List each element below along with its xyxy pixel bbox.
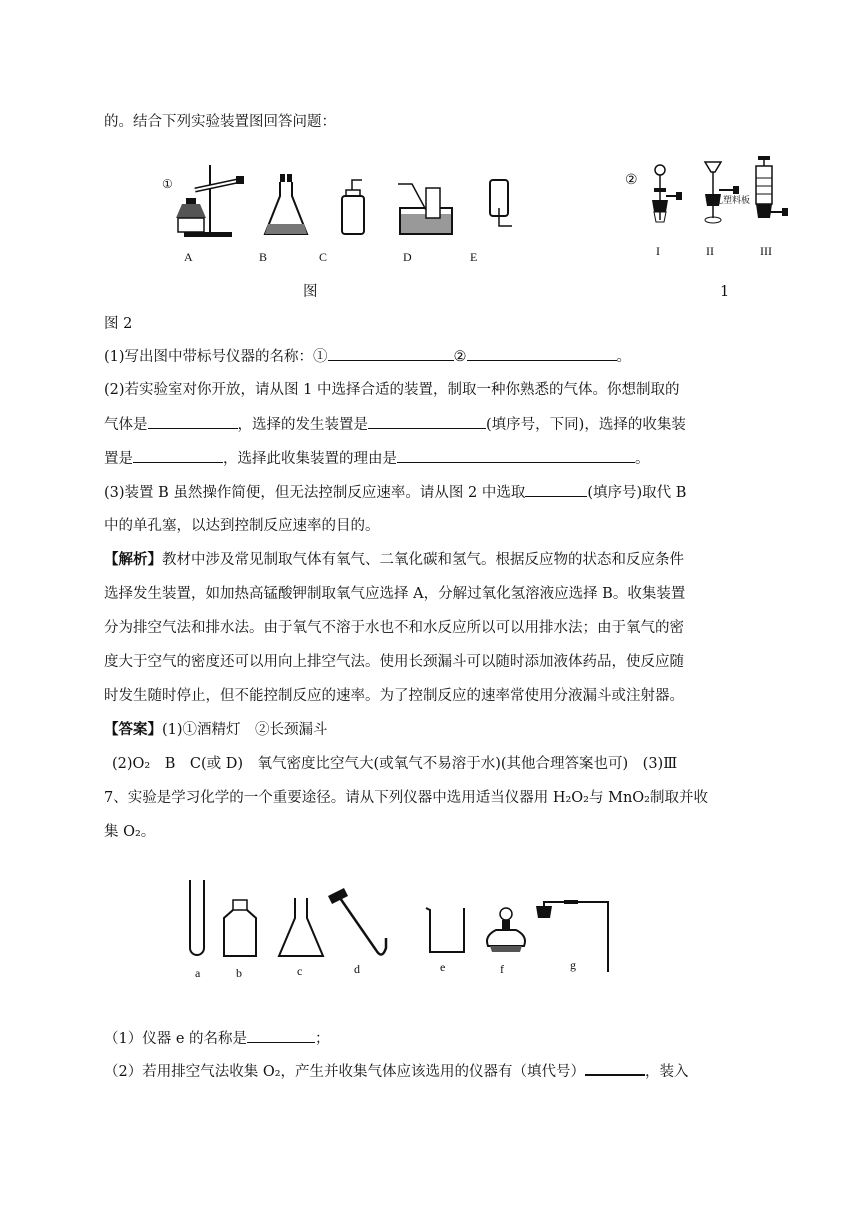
answer-tag: 【答案】 (104, 721, 162, 738)
gas-bottle (220, 898, 260, 960)
q7-part-2 (104, 1060, 689, 1082)
label-c: C (319, 250, 328, 264)
answer-line-2: (2)O₂ B C(或 D) 氧气密度比空气大(或氧气不易溶于水)(其他合理答案也可) (3)Ⅲ (112, 756, 678, 772)
q2-line3-b: ，选择此收集装置的理由是 (223, 451, 397, 467)
q3-line1-b: (填序号)取代 B (587, 485, 687, 501)
label-ii: II (706, 244, 714, 258)
q7-line-2: 集 O₂。 (104, 824, 156, 840)
test-tube (186, 880, 208, 960)
question-1 (104, 346, 631, 367)
apparatus-iii (752, 156, 792, 238)
q7-1-end: ； (315, 1031, 330, 1047)
label-i: I (656, 244, 660, 258)
label-iii: III (760, 244, 772, 258)
apparatus-a (160, 160, 250, 240)
analysis-tag: 【解析】 (104, 551, 162, 568)
q3-line1-a: (3)装置 B 虽然操作简便，但无法控制反应速率。请从图 2 中选取 (104, 485, 526, 501)
apparatus-e (486, 178, 516, 232)
q1-blank-1[interactable] (328, 346, 454, 361)
q2-line-1: (2)若实验室对你开放，请从图 1 中选择合适的装置，制取一种你熟悉的气体。你想制取的 (104, 382, 680, 398)
q2-collector-blank[interactable] (133, 448, 223, 463)
q2-line2-a: 气体是 (104, 417, 148, 433)
label-d: D (403, 250, 412, 264)
apparatus-c (338, 178, 368, 236)
marker-1: ① (162, 177, 173, 191)
figure-1-caption-right: 1 (720, 284, 730, 300)
q2-line3-c: 。 (635, 451, 650, 467)
analysis-line-3: 分为排空气法和排水法。由于氧气不溶于水也不和水反应所以可以用排水法；由于氧气的密 (104, 620, 684, 636)
q2-generator-blank[interactable] (368, 414, 486, 429)
q1-mid: ② (453, 349, 467, 365)
label-a: A (184, 250, 193, 264)
figure-2-caption: 图 2 (104, 316, 133, 332)
q1-blank-2[interactable] (467, 346, 617, 361)
apparatus-d (396, 180, 456, 236)
analysis-line-2: 选择发生装置，如加热高锰酸钾制取氧气应选择 A，分解过氧化氢溶液应选择 B。收集装置 (104, 586, 686, 602)
marker-2: ② (625, 173, 638, 188)
beaker (424, 906, 468, 956)
analysis-line-5: 时发生随时停止，但不能控制反应的速率。为了控制反应的速率常使用分液漏斗或注射器。 (104, 688, 684, 704)
q3-line-1 (104, 482, 686, 503)
alcohol-lamp (482, 906, 530, 958)
q2-line-2 (104, 414, 686, 435)
label-instrument-e: e (440, 960, 446, 974)
conical-flask (276, 896, 326, 960)
q1-end: 。 (616, 349, 632, 365)
q7-2-end: ，装入 (645, 1064, 689, 1080)
label-instrument-d: d (354, 962, 360, 976)
analysis-text-1: 教材中涉及常见制取气体有氧气、二氧化碳和氢气。根据反应物的状态和反应条件 (162, 552, 684, 568)
q7-part-1 (104, 1028, 330, 1049)
q2-line3-a: 置是 (104, 451, 133, 467)
q3-line-2: 中的单孔塞，以达到控制反应速率的目的。 (104, 518, 380, 534)
stopper-tube (322, 886, 392, 966)
q3-blank[interactable] (525, 482, 587, 497)
analysis-line-1 (104, 550, 684, 570)
intro-text: 的。结合下列实验装置图回答问题： (104, 114, 336, 130)
answer-text-1: (1)①酒精灯 ②长颈漏斗 (162, 722, 328, 738)
label-instrument-a: a (195, 966, 201, 980)
q2-gas-blank[interactable] (148, 414, 238, 429)
figure-1-caption-left: 图 (303, 284, 318, 300)
q1-prefix: (1)写出图中带标号仪器的名称：① (104, 349, 328, 365)
analysis-line-4: 度大于空气的密度还可以用向上排空气法。使用长颈漏斗可以随时添加液体药品，使反应随 (104, 654, 684, 670)
q2-line2-c: (填序号，下同)，选择的收集装 (486, 417, 686, 433)
label-instrument-b: b (236, 966, 242, 980)
label-instrument-f: f (500, 962, 504, 976)
label-instrument-g: g (570, 958, 576, 972)
q7-2-text: （2）若用排空气法收集 O₂，产生并收集气体应该选用的仪器有（填代号） (104, 1064, 586, 1080)
q7-1-text: （1）仪器 e 的名称是 (104, 1031, 248, 1047)
label-instrument-c: c (297, 964, 303, 978)
label-e: E (470, 250, 478, 264)
q7-1-blank[interactable] (247, 1028, 315, 1043)
label-b: B (259, 250, 268, 264)
q7-2-blank[interactable] (585, 1060, 645, 1076)
apparatus-i (642, 162, 686, 238)
apparatus-b (262, 172, 310, 238)
answer-line-1 (104, 720, 328, 740)
q2-reason-blank[interactable] (397, 448, 635, 463)
plate-label: 有孔塑料板 (705, 195, 751, 205)
q2-line2-b: ，选择的发生装置是 (237, 417, 368, 433)
q2-line-3 (104, 448, 650, 469)
q7-line-1: 7、实验是学习化学的一个重要途径。请从下列仪器中选用适当仪器用 H₂O₂与 MnO₂制取并收 (104, 790, 708, 806)
